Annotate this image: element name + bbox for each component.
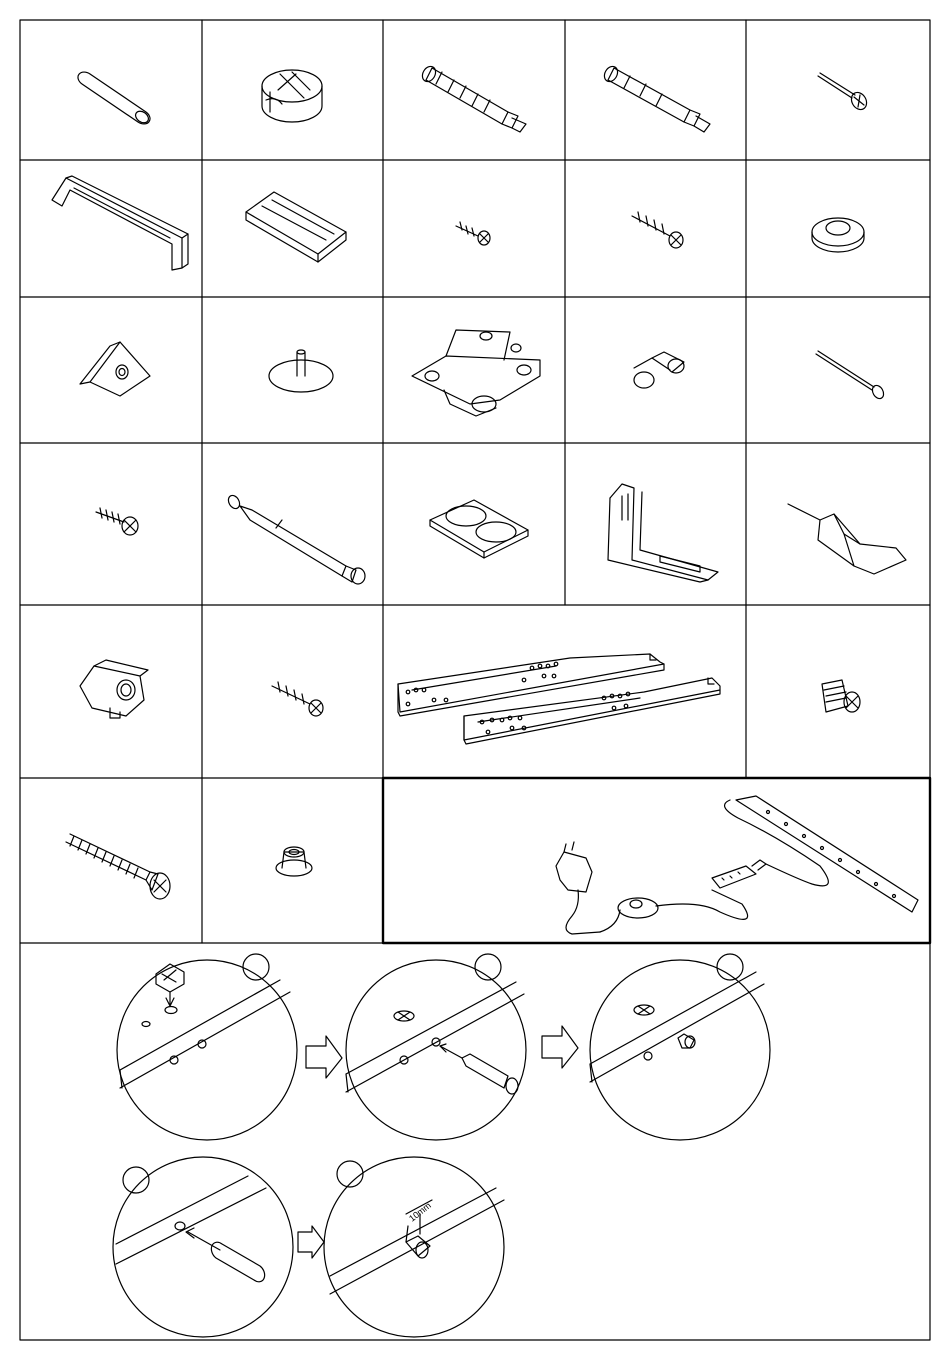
chipboard-screw xyxy=(96,508,138,535)
assembly-step-3 xyxy=(590,954,770,1140)
shelf-support-block xyxy=(80,660,148,718)
bumper-cap xyxy=(276,847,312,876)
assembly-step-4 xyxy=(113,1157,293,1337)
corner-block xyxy=(80,342,150,396)
nail xyxy=(816,351,886,401)
short-screw xyxy=(818,73,870,112)
mounting-bracket xyxy=(608,484,718,582)
felt-pads xyxy=(430,500,528,558)
euro-screw xyxy=(822,680,860,712)
measurement-label: 10mm xyxy=(407,1200,433,1224)
small-wood-screw xyxy=(456,222,490,245)
concealed-hinge xyxy=(412,330,540,416)
cover-cap xyxy=(812,218,864,252)
led-light-kit xyxy=(556,796,918,934)
step-arrow-4 xyxy=(298,1226,324,1258)
long-threaded-bolt xyxy=(66,834,170,899)
shelf-pin xyxy=(634,352,684,388)
furniture-foot xyxy=(269,350,333,392)
assembly-step-1 xyxy=(117,954,297,1140)
step-arrow-1 xyxy=(306,1036,342,1078)
connector-bolt xyxy=(226,493,365,584)
wooden-dowel xyxy=(78,72,151,125)
long-wood-screw xyxy=(272,682,323,716)
step-arrow-2 xyxy=(542,1026,578,1068)
cam-bolt-with-sleeve xyxy=(420,64,526,132)
cam-bolt xyxy=(602,64,710,132)
wood-screw xyxy=(632,212,683,248)
handle xyxy=(52,176,188,270)
drawer-runners xyxy=(398,654,720,744)
glue-tube xyxy=(788,504,906,574)
assembly-step-2 xyxy=(346,954,526,1140)
assembly-step-5 xyxy=(324,1157,504,1337)
cam-lock-nut xyxy=(262,70,322,122)
slide-plate xyxy=(246,192,346,262)
